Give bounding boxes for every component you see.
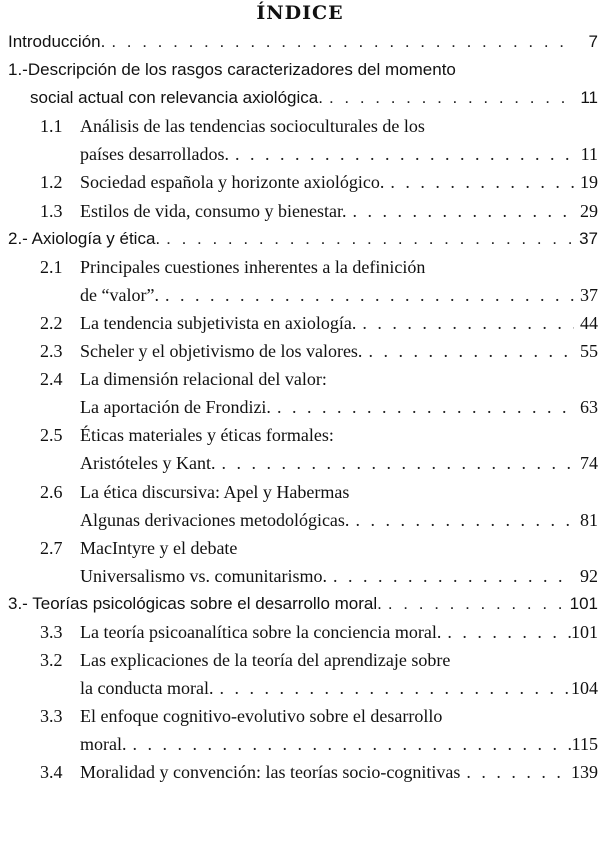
toc-entry-number: 1.3 xyxy=(40,200,63,221)
toc-entry[interactable] xyxy=(0,618,600,646)
toc-entry-title: social actual con relevancia axiológica. xyxy=(30,88,323,108)
toc-entry-number: 2.1 xyxy=(40,256,63,277)
toc-page-number: 92 xyxy=(580,565,598,586)
dot-leader xyxy=(229,140,574,168)
toc-entry[interactable] xyxy=(0,758,600,786)
toc-entry[interactable] xyxy=(0,365,600,421)
toc-entry-title: Aristóteles y Kant. xyxy=(80,453,216,474)
dot-leader xyxy=(215,449,574,477)
toc-page-number: 44 xyxy=(580,312,598,333)
toc-entry-number: 3.3 xyxy=(40,621,63,642)
toc-entry[interactable] xyxy=(0,28,600,56)
toc-entry-title: Sociedad española y horizonte axiológico. xyxy=(80,172,385,193)
toc-entry[interactable] xyxy=(0,646,600,702)
dot-leader xyxy=(213,674,571,702)
toc-entry-number: 3.4 xyxy=(40,762,63,783)
dot-leader xyxy=(327,562,574,590)
toc-page-number: 101 xyxy=(569,593,598,613)
toc-entry-title: la conducta moral. xyxy=(80,678,214,699)
toc-entry[interactable] xyxy=(0,421,600,477)
dot-leader xyxy=(159,281,574,309)
page-title: ÍNDICE xyxy=(256,2,344,24)
toc-page-number: 7 xyxy=(588,32,598,51)
toc-entry-number: 2.2 xyxy=(40,312,63,333)
dot-leader xyxy=(356,309,574,337)
toc-page-number: 37 xyxy=(580,284,598,305)
toc-page-number: 101 xyxy=(571,621,598,642)
dot-leader xyxy=(346,197,574,225)
toc-page-number: 11 xyxy=(580,144,598,165)
toc-page-number: 139 xyxy=(571,762,598,783)
dot-leader xyxy=(349,506,574,534)
toc-entry[interactable] xyxy=(0,534,600,590)
toc-page-number: 11 xyxy=(580,88,598,108)
toc-entry-title: de “valor”. xyxy=(80,284,159,305)
table-of-contents xyxy=(0,28,600,787)
toc-page-number: 55 xyxy=(580,341,598,362)
dot-leader xyxy=(127,730,572,758)
dot-leader xyxy=(362,337,574,365)
toc-entry-title: La tendencia subjetivista en axiología. xyxy=(80,312,357,333)
toc-entry[interactable] xyxy=(0,168,600,196)
toc-entry[interactable] xyxy=(0,702,600,758)
toc-entry-number: 3.2 xyxy=(40,650,63,671)
toc-page-number: 63 xyxy=(580,397,598,418)
toc-entry-title: Principales cuestiones inherentes a la definición xyxy=(80,256,426,277)
toc-entry-number: 2.7 xyxy=(40,537,63,558)
toc-entry-title: MacIntyre y el debate xyxy=(80,537,238,558)
toc-entry-title: Scheler y el objetivismo de los valores. xyxy=(80,341,363,362)
toc-entry-title: Las explicaciones de la teoría del aprendizaje sobre xyxy=(80,650,451,671)
toc-entry-title: La dimensión relacional del valor: xyxy=(80,369,327,390)
toc-entry-number: 2.4 xyxy=(40,369,63,390)
dot-leader xyxy=(382,590,570,618)
toc-page-number: 104 xyxy=(571,678,598,699)
toc-entry-title: países desarrollados. xyxy=(80,144,229,165)
toc-entry-title: Análisis de las tendencias socioculturales de los xyxy=(80,116,425,137)
toc-entry-title: moral. xyxy=(80,734,127,755)
dot-leader xyxy=(384,168,574,196)
toc-page-number: 29 xyxy=(580,200,598,221)
toc-entry[interactable] xyxy=(0,309,600,337)
toc-entry-number: 2.6 xyxy=(40,481,63,502)
toc-entry[interactable] xyxy=(0,225,600,253)
toc-entry-title: El enfoque cognitivo-evolutivo sobre el desarrollo xyxy=(80,706,443,727)
toc-entry-title: Introducción. xyxy=(8,32,106,51)
dot-leader xyxy=(105,28,574,56)
toc-entry-number: 1.2 xyxy=(40,172,63,193)
toc-entry-title: Universalismo vs. comunitarismo. xyxy=(80,565,327,586)
toc-entry-title: 3.- Teorías psicológicas sobre el desarrollo moral. xyxy=(8,593,382,613)
toc-entry-title: La teoría psicoanalítica sobre la conciencia moral. xyxy=(80,621,442,642)
toc-entry-title: Moralidad y convención: las teorías socio-cognitivas xyxy=(80,762,461,783)
dot-leader xyxy=(271,393,574,421)
toc-page-number: 81 xyxy=(580,509,598,530)
toc-entry-title: Estilos de vida, consumo y bienestar. xyxy=(80,200,347,221)
toc-page-number: 19 xyxy=(580,172,598,193)
toc-entry-title: Algunas derivaciones metodológicas. xyxy=(80,509,350,530)
toc-page-number: 37 xyxy=(579,228,598,248)
toc-entry[interactable] xyxy=(0,253,600,309)
toc-entry[interactable] xyxy=(0,337,600,365)
dot-leader xyxy=(323,84,574,112)
toc-entry[interactable] xyxy=(0,56,600,112)
toc-entry-title: La aportación de Frondizi. xyxy=(80,397,271,418)
toc-entry-number: 2.5 xyxy=(40,425,63,446)
toc-entry-title: 2.- Axiología y ética. xyxy=(8,228,161,248)
dot-leader xyxy=(160,225,574,253)
dot-leader xyxy=(441,618,571,646)
toc-page-number: 115 xyxy=(571,734,598,755)
toc-entry-title: 1.-Descripción de los rasgos caracterizadores del momento xyxy=(8,60,456,80)
toc-entry[interactable] xyxy=(0,197,600,225)
toc-entry-number: 2.3 xyxy=(40,341,63,362)
toc-entry-title: Éticas materiales y éticas formales: xyxy=(80,425,334,446)
toc-entry-title: La ética discursiva: Apel y Habermas xyxy=(80,481,350,502)
toc-entry[interactable] xyxy=(0,478,600,534)
toc-entry[interactable] xyxy=(0,112,600,168)
toc-entry-number: 3.3 xyxy=(40,706,63,727)
dot-leader xyxy=(460,758,571,786)
toc-entry[interactable] xyxy=(0,590,600,618)
toc-entry-number: 1.1 xyxy=(40,116,63,137)
toc-page-number: 74 xyxy=(580,453,598,474)
